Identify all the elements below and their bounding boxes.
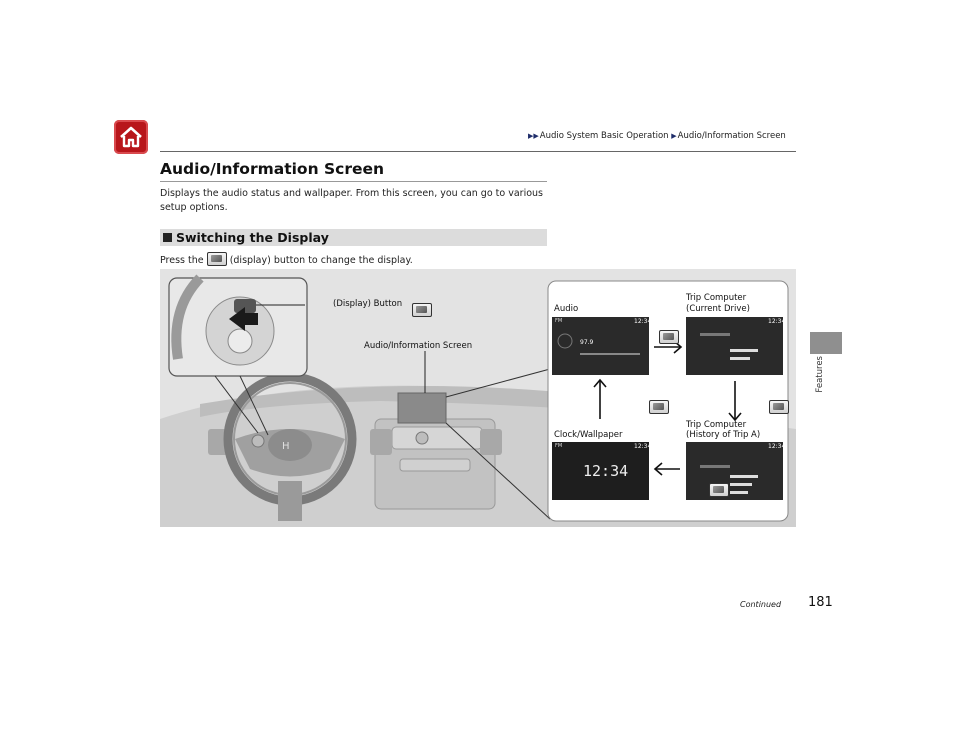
display-button-icon — [207, 252, 227, 266]
breadcrumb-arrow-icon: ▶ — [671, 132, 677, 140]
trip-current-screen-time: 12:34 — [768, 318, 786, 325]
display-button-icon — [412, 303, 432, 317]
trip-history-line1: Trip Computer — [686, 420, 747, 430]
header-divider — [160, 151, 796, 152]
section-title-text: Switching the Display — [176, 230, 329, 245]
breadcrumb-parent-link[interactable]: Audio System Basic Operation — [539, 131, 669, 141]
trip-current-line2: (Current Drive) — [686, 304, 750, 314]
display-button-icon — [709, 483, 729, 497]
audio-screen-frequency: 97.9 — [580, 339, 594, 346]
display-button-icon — [659, 330, 679, 344]
section-square-icon — [163, 233, 172, 242]
trip-history-screen-time: 12:34 — [768, 443, 786, 450]
clock-wallpaper-label: Clock/Wallpaper — [554, 430, 623, 440]
audio-screen-time: 12:34 — [634, 318, 652, 325]
clock-display: 12:34 — [583, 462, 629, 480]
continued-label: Continued — [740, 600, 782, 609]
intro-text: Displays the audio status and wallpaper. From this screen, you can go to various setup options. — [160, 188, 543, 213]
audio-screen-band: FM — [555, 318, 563, 324]
trip-history-line2: (History of Trip A) — [686, 430, 761, 440]
trip-current-line1: Trip Computer — [686, 293, 747, 303]
side-tab-label: Features — [815, 356, 825, 393]
trip-current-label — [686, 293, 750, 315]
instruction-before: Press the — [160, 255, 204, 266]
svg-text:H: H — [282, 441, 290, 452]
side-tab[interactable] — [810, 332, 842, 354]
display-button-icon — [649, 400, 669, 414]
home-button[interactable] — [114, 120, 148, 154]
display-button-icon — [769, 400, 789, 414]
breadcrumb — [528, 131, 786, 141]
title-divider — [160, 181, 547, 182]
section-title — [163, 230, 329, 245]
trip-history-label — [686, 420, 760, 440]
clock-screen-time: 12:34 — [634, 443, 652, 450]
home-icon — [114, 120, 148, 154]
breadcrumb-arrow-icon: ▶▶ — [528, 132, 539, 140]
page-number: 181 — [808, 595, 833, 610]
page-title: Audio/Information Screen — [160, 160, 385, 178]
clock-screen-band: FM — [555, 443, 563, 449]
display-button-label: (Display) Button — [333, 299, 403, 309]
dashboard-illustration — [160, 269, 796, 527]
audio-label: Audio — [554, 304, 579, 314]
audio-info-screen-label: Audio/Information Screen — [364, 341, 473, 351]
breadcrumb-current: Audio/Information Screen — [677, 131, 786, 141]
instruction-text — [160, 252, 413, 266]
instruction-after: (display) button to change the display. — [229, 255, 413, 266]
